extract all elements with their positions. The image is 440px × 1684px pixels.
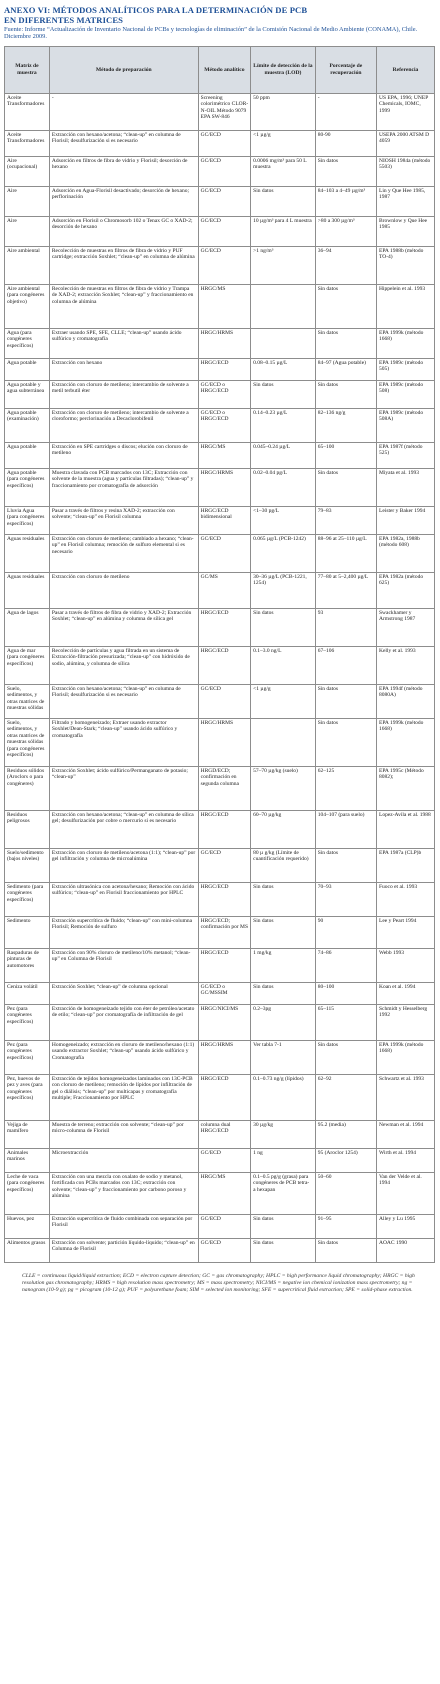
cell-lod: 1 mg/kg bbox=[251, 948, 316, 982]
cell-matrix: Aire (ocupacional) bbox=[5, 156, 50, 186]
header-recovery: Porcentaje de recuperación bbox=[315, 46, 376, 93]
cell-preparation: Filtrado y homogeneizado; Extraer usando extractor Soxhlet/Dean-Stark; “clean-up” usando ácido sulfúrico y cromatografía bbox=[49, 718, 198, 766]
cell-recovery: 80-90 bbox=[315, 130, 376, 156]
cell-preparation: - bbox=[49, 93, 198, 130]
table-row bbox=[5, 646, 435, 684]
table-body bbox=[5, 93, 435, 1262]
cell-lod: Sin datos bbox=[251, 1214, 316, 1238]
cell-reference: EPA 1995c (Método 8082); bbox=[376, 766, 434, 810]
cell-recovery: 50–60 bbox=[315, 1172, 376, 1214]
cell-lod: Sin datos bbox=[251, 916, 316, 948]
cell-recovery: Sin datos bbox=[315, 1040, 376, 1074]
cell-lod: <1 µg/g bbox=[251, 130, 316, 156]
cell-recovery: 95.2 (media) bbox=[315, 1120, 376, 1148]
cell-lod: Ver tabla 7-1 bbox=[251, 1040, 316, 1074]
cell-reference: EPA 1999k (método 1668) bbox=[376, 328, 434, 358]
cell-reference: Lopez-Avila et al. 1988 bbox=[376, 810, 434, 848]
table-row bbox=[5, 1214, 435, 1238]
table-row bbox=[5, 766, 435, 810]
cell-preparation: Microextracción bbox=[49, 1148, 198, 1172]
cell-method: HRGC/ECD; confirmación por MS bbox=[198, 916, 251, 948]
cell-recovery: 95 (Aroclor 1254) bbox=[315, 1148, 376, 1172]
cell-preparation: Extracción con 90% cloruro de metileno/10% metanol; “clean-up” en Columna de Florisil bbox=[49, 948, 198, 982]
cell-method: HRGC/HRMS bbox=[198, 328, 251, 358]
cell-lod bbox=[251, 328, 316, 358]
cell-preparation: Extraer usando SPE, SFE, CLLE; “clean-up” usando ácido sulfúrico y cromatografía bbox=[49, 328, 198, 358]
cell-reference: Webb 1993 bbox=[376, 948, 434, 982]
header-reference: Referencia bbox=[376, 46, 434, 93]
cell-reference: EPA 1989c (método 505) bbox=[376, 358, 434, 380]
table-row bbox=[5, 358, 435, 380]
cell-preparation: Extracción con cloruro de metileno; cambiado a hexano; “clean-up” en Florisil columna; remoción de sulfuro elemental si es necesario bbox=[49, 534, 198, 572]
table-row bbox=[5, 1004, 435, 1040]
cell-method: GC/ECD bbox=[198, 130, 251, 156]
cell-preparation: Extracción con solvente; partición líquido-líquido; “clean-up” en Columna de Florisil bbox=[49, 1238, 198, 1262]
table-row bbox=[5, 328, 435, 358]
cell-preparation: Extracción con cloruro de metileno; intercambio de solvente a metil terbutil éter bbox=[49, 380, 198, 408]
cell-method: GC/ECD bbox=[198, 848, 251, 882]
annex-title-line-1: ANEXO VI: MÉTODOS ANALÍTICOS PARA LA DETERMINACIÓN DE PCB bbox=[4, 5, 308, 15]
table-row bbox=[5, 916, 435, 948]
cell-method: GC/ECD bbox=[198, 186, 251, 216]
cell-lod: 0.2–3pg bbox=[251, 1004, 316, 1040]
cell-lod: 0.1–0.5 pg/g (grasa) para congéneres de PCB tetra- a hexapan bbox=[251, 1172, 316, 1214]
cell-reference: NIOSH 1984a (método 5503) bbox=[376, 156, 434, 186]
cell-recovery: 104–107 (para suelo) bbox=[315, 810, 376, 848]
table-row bbox=[5, 468, 435, 506]
table-row bbox=[5, 408, 435, 442]
cell-matrix: Agua potable y agua subterránea bbox=[5, 380, 50, 408]
cell-method: HRGC/ECD bbox=[198, 882, 251, 916]
cell-preparation: Recolección de partículas y agua filtrada en un sistema de Extracción-filtración presurizada; “clean-up” con hidróxido de sodio, alúmina, y columna de sílica bbox=[49, 646, 198, 684]
table-row bbox=[5, 1238, 435, 1262]
cell-recovery: 80–100 bbox=[315, 982, 376, 1004]
cell-lod: 30 µg/kg bbox=[251, 1120, 316, 1148]
table-row bbox=[5, 186, 435, 216]
cell-method: GC/ECD bbox=[198, 534, 251, 572]
cell-recovery: 62–92 bbox=[315, 1074, 376, 1120]
cell-recovery: 93 bbox=[315, 608, 376, 646]
cell-reference: EPA 1989c (método 508) bbox=[376, 380, 434, 408]
cell-matrix: Sedimento bbox=[5, 916, 50, 948]
cell-recovery: 84–103 a 4–49 µg/m³ bbox=[315, 186, 376, 216]
cell-reference: EPA 1994f (método 8080A) bbox=[376, 684, 434, 718]
cell-preparation: Muestra clavada con PCB marcados con 13C; Extracción con solvente de la muestra (agua y partículas filtradas); “clean-up” y fraccionamiento por cromatografía de adsorción bbox=[49, 468, 198, 506]
cell-reference: Schwartz et al. 1993 bbox=[376, 1074, 434, 1120]
cell-preparation: Adsorción en Florisil o Chromosorb 102 o Tenax GC o XAD-2; desorción de hexano bbox=[49, 216, 198, 246]
table-row bbox=[5, 1172, 435, 1214]
cell-preparation: Extracción con cloruro de metileno; intercambio de solvente a cloroformo; perclorinación a Decaclorobifenil bbox=[49, 408, 198, 442]
cell-lod: Sin datos bbox=[251, 882, 316, 916]
cell-recovery: 88–96 at 25–110 µg/L bbox=[315, 534, 376, 572]
cell-reference: Koan et al. 1994 bbox=[376, 982, 434, 1004]
cell-reference: Hippelein et al. 1993 bbox=[376, 284, 434, 328]
cell-lod: 0.065 µg/L (PCB-1242) bbox=[251, 534, 316, 572]
cell-reference: Kelly et al. 1993 bbox=[376, 646, 434, 684]
cell-method: HRGC/ECD bbox=[198, 948, 251, 982]
cell-preparation: Extracción supercrítica de fluido; “clean-up” con mini-columna Florisil; Remoción de sulfuro bbox=[49, 916, 198, 948]
cell-method: GC/ECD bbox=[198, 246, 251, 284]
cell-method: Screening colorimétrico CLOR-N-OIL Método 9079 EPA SW-846 bbox=[198, 93, 251, 130]
cell-method: HRGC/ECD bbox=[198, 608, 251, 646]
cell-method: GC/ECD bbox=[198, 156, 251, 186]
cell-method: HRGC/NICI/MS bbox=[198, 1004, 251, 1040]
cell-recovery: Sin datos bbox=[315, 380, 376, 408]
table-row bbox=[5, 1074, 435, 1120]
cell-method: GC/ECD bbox=[198, 216, 251, 246]
cell-preparation: Homogeneizado; extracción en cloruro de metileno/hexano (1:1) usando extractor Soxhlet; “clean-up” usando ácido sulfúrico y Cromatografía bbox=[49, 1040, 198, 1074]
cell-reference: Miyata et al. 1993 bbox=[376, 468, 434, 506]
cell-matrix: Agua de mar (para congéneres específicos) bbox=[5, 646, 50, 684]
cell-reference: EPA 1999k (método 1668) bbox=[376, 1040, 434, 1074]
cell-lod: 0.1–3.0 ng/L bbox=[251, 646, 316, 684]
cell-matrix: Aceite Transformadores bbox=[5, 93, 50, 130]
cell-preparation: Pasar a través de filtros de fibra de vidrio y XAD-2; Extracción Soxhlet; “clean-up” en alúmina y columna de sílica gel bbox=[49, 608, 198, 646]
cell-method: GC/ECD bbox=[198, 1148, 251, 1172]
cell-recovery: 67–106 bbox=[315, 646, 376, 684]
cell-lod: Sin datos bbox=[251, 186, 316, 216]
cell-reference: EPA 1982a (método 625) bbox=[376, 572, 434, 608]
table-row bbox=[5, 982, 435, 1004]
cell-method: GC/ECD bbox=[198, 684, 251, 718]
table-row bbox=[5, 718, 435, 766]
cell-preparation: Extracción con cloruro de metileno bbox=[49, 572, 198, 608]
cell-matrix: Ceniza volátil bbox=[5, 982, 50, 1004]
cell-lod: 0.08–0.15 µg/L bbox=[251, 358, 316, 380]
cell-lod: Sin datos bbox=[251, 380, 316, 408]
cell-method: GC/ECD o HRGC/ECD bbox=[198, 380, 251, 408]
cell-matrix: Suelo, sedimentos, y otras matrices de muestras sólidas (para congéneres específicos) bbox=[5, 718, 50, 766]
cell-recovery: Sin datos bbox=[315, 1238, 376, 1262]
cell-method: GC/ECD bbox=[198, 1238, 251, 1262]
cell-reference: Van der Velde et al. 1994 bbox=[376, 1172, 434, 1214]
cell-lod: 0.02–0.04 pg/L bbox=[251, 468, 316, 506]
cell-matrix: Aire ambiental (para congéneres objetivo) bbox=[5, 284, 50, 328]
table-row bbox=[5, 156, 435, 186]
cell-preparation: Extracción ultrasónica con acetona/hexano; Remoción con ácido sulfúrico; “clean-up” en Florisil fraccionamiento por HPLC bbox=[49, 882, 198, 916]
cell-reference: EPA 1989c (método 508A) bbox=[376, 408, 434, 442]
cell-lod: 0.1–0.73 ng/g (lípidos) bbox=[251, 1074, 316, 1120]
cell-reference: US EPA, 1996; UNEP Chemicals, IOMC, 1999 bbox=[376, 93, 434, 130]
cell-preparation: Extracción con una mezcla con oxalato de sodio y metanol, fortificada con PCBs marcados con 13C; extracción con solvente; “clean-up” y fraccionamiento por carbono poroso y alúmina bbox=[49, 1172, 198, 1214]
cell-lod: 10 µg/m³ para 4 L muestra bbox=[251, 216, 316, 246]
cell-preparation: Extracción con hexano bbox=[49, 358, 198, 380]
cell-method: HRGD/ECD; confirmación en segunda columna bbox=[198, 766, 251, 810]
table-row bbox=[5, 1148, 435, 1172]
table-row bbox=[5, 93, 435, 130]
cell-method: HRGC/MS bbox=[198, 1172, 251, 1214]
cell-recovery: >80 a 300 µg/m³ bbox=[315, 216, 376, 246]
cell-reference: Newman et al. 1994 bbox=[376, 1120, 434, 1148]
cell-recovery: 90 bbox=[315, 916, 376, 948]
cell-matrix: Residuos sólidos (Aroclors o para congéneres) bbox=[5, 766, 50, 810]
cell-preparation: Extracción en SPE cartridges o discos; elución con cloruro de metileno bbox=[49, 442, 198, 468]
cell-matrix: Aire ambiental bbox=[5, 246, 50, 284]
cell-matrix: Agua potable (para congéneres específicos) bbox=[5, 468, 50, 506]
table-row bbox=[5, 534, 435, 572]
table-row bbox=[5, 948, 435, 982]
cell-recovery: Sin datos bbox=[315, 328, 376, 358]
cell-matrix: Agua potable bbox=[5, 442, 50, 468]
cell-lod: 0.14–0.23 µg/L bbox=[251, 408, 316, 442]
abbreviations-footnote: CLLE = continuous liquid/liquid extraction; ECD = electron capture detection; GC = gas chromatography; HPLC = high performance liquid chromatography; HRGC = high resolution gas chromatography; HRMS = high resolution mass spectrometry; MS = mass spectrometry; NICI/MS = negative ion chemical ionization mass spectrometry; ng = nanogram (10-9 g); pg = picogram (10-12 g); PUF = polyurethane foam; SIM = selected ion monitoring; SFE = supercritical fluid extraction; SPE = solid-phase extraction. bbox=[22, 1272, 415, 1293]
cell-method: GC/ECD o GC/MSSIM bbox=[198, 982, 251, 1004]
cell-lod: 0.045–0.24 µg/L bbox=[251, 442, 316, 468]
cell-preparation: Adsorción en filtros de fibra de vidrio y Florisil; desorción de hexano bbox=[49, 156, 198, 186]
annex-title bbox=[4, 5, 436, 25]
cell-matrix: Raspaduras de pinturas de automotores bbox=[5, 948, 50, 982]
cell-preparation: Extracción Soxhlet; “clean-up” de columna opcional bbox=[49, 982, 198, 1004]
cell-lod: <1–30 pg/L bbox=[251, 506, 316, 534]
cell-method: GC/ECD bbox=[198, 1214, 251, 1238]
cell-method: HRGC/MS bbox=[198, 442, 251, 468]
cell-method: HRGC/ECD bidimensional bbox=[198, 506, 251, 534]
cell-recovery: Sin datos bbox=[315, 684, 376, 718]
cell-method: HRGC/ECD bbox=[198, 358, 251, 380]
cell-lod: Sin datos bbox=[251, 608, 316, 646]
cell-method: HRGC/HRMS bbox=[198, 1040, 251, 1074]
pcb-methods-table bbox=[4, 46, 435, 1263]
table-row bbox=[5, 130, 435, 156]
cell-lod: 80 µ g/kg (Límite de cuantificación requerido) bbox=[251, 848, 316, 882]
cell-matrix: Pez (para congéneres específicos) bbox=[5, 1004, 50, 1040]
table-row bbox=[5, 246, 435, 284]
cell-matrix: Suelo, sedimentos, y otras matrices de muestras sólidas bbox=[5, 684, 50, 718]
cell-reference: Alley y Lu 1995 bbox=[376, 1214, 434, 1238]
cell-matrix: Aguas residuales bbox=[5, 534, 50, 572]
cell-matrix: Agua (para congéneres específicos) bbox=[5, 328, 50, 358]
cell-lod bbox=[251, 284, 316, 328]
table-row bbox=[5, 810, 435, 848]
table-header-row bbox=[5, 46, 435, 93]
cell-lod: 57–70 µg/kg (suelo) bbox=[251, 766, 316, 810]
cell-matrix: Residuos peligrosos bbox=[5, 810, 50, 848]
cell-reference: EPA 1982a, 1988b (método 608) bbox=[376, 534, 434, 572]
cell-lod: 0.0006 mg/m³ para 50 L muestra bbox=[251, 156, 316, 186]
cell-recovery: 79–83 bbox=[315, 506, 376, 534]
cell-matrix: Animales marinos bbox=[5, 1148, 50, 1172]
cell-matrix: Aceite Transformadores bbox=[5, 130, 50, 156]
header-preparation: Método de preparación bbox=[49, 46, 198, 93]
cell-matrix: Suelo/sedimento (bajos niveles) bbox=[5, 848, 50, 882]
cell-preparation: Extracción con hexano/acetona; “clean-up” en columna de sílica gel; desulfurización por cobre o mercurio si es necesario bbox=[49, 810, 198, 848]
cell-reference: EPA 1987a (CLP)b bbox=[376, 848, 434, 882]
table-row bbox=[5, 882, 435, 916]
cell-method: HRGC/MS bbox=[198, 284, 251, 328]
cell-recovery: 77–80 at 5–2,400 µg/L bbox=[315, 572, 376, 608]
cell-matrix: Leche de vaca (para congéneres específicos) bbox=[5, 1172, 50, 1214]
cell-matrix: Alimentos grasos bbox=[5, 1238, 50, 1262]
cell-lod: 1 ng bbox=[251, 1148, 316, 1172]
cell-preparation: Extracción con cloruro de metileno/acetona (1:1); “clean-up” por gel infiltración y columna de microalúmina bbox=[49, 848, 198, 882]
cell-lod: 50 ppm bbox=[251, 93, 316, 130]
cell-preparation: Recolección de muestras en filtros de fibra de vidrio y Trampa de XAD-2; extracción Soxhlet; “clean-up” y fraccionamiento en columna de alúmina bbox=[49, 284, 198, 328]
cell-method: HRGC/ECD bbox=[198, 1074, 251, 1120]
cell-preparation: Recolección de muestras en filtros de fibra de vidrio y PUF cartridge; extracción Soxhlet; “clean-up” en columna de alúmina bbox=[49, 246, 198, 284]
cell-recovery: Sin datos bbox=[315, 718, 376, 766]
cell-preparation: Extracción supercrítica de fluido combinada con separación por Florisil bbox=[49, 1214, 198, 1238]
cell-matrix: Agua potable bbox=[5, 358, 50, 380]
cell-preparation: Adsorción en Agua-Florisil desactivado; desorción de hexano; perflorinación bbox=[49, 186, 198, 216]
source-note: Fuente: Informe “Actualización de Inventario Nacional de PCBs y tecnologías de eliminación” de la Comisión Nacional de Medio Ambiente (CONAMA), Chile. Diciembre 2009. bbox=[4, 26, 418, 41]
table-row bbox=[5, 380, 435, 408]
cell-reference: Brownlow y Que Hee 1985 bbox=[376, 216, 434, 246]
cell-recovery: 36–94 bbox=[315, 246, 376, 284]
cell-preparation: Extracción de homogeneizado tejido con éter de petróleo/acetato de etilo; “clean-up” por cromatografía de infiltración de gel bbox=[49, 1004, 198, 1040]
cell-matrix: Vejiga de mamífero bbox=[5, 1120, 50, 1148]
cell-matrix: Sedimento (para congéneres específicos) bbox=[5, 882, 50, 916]
cell-lod: <1 µg/g bbox=[251, 684, 316, 718]
cell-preparation: Extracción de tejidos homogeneizados laminados con 13C-PCB con cloruro de metileno; remoción de lípidos por infiltración de gel o diálisis; “clean-up” por multicapas y cromatografía multiple; Fraccionamiento por HPLC bbox=[49, 1074, 198, 1120]
cell-preparation: Extracción Soxhlet; ácido sulfúrico/Permanganato de potasio; “clean-up” bbox=[49, 766, 198, 810]
cell-reference: Swackhamer y Armstrong 1987 bbox=[376, 608, 434, 646]
table-row bbox=[5, 684, 435, 718]
cell-method: columna dual HRGC/ECD bbox=[198, 1120, 251, 1148]
cell-recovery: 70–93 bbox=[315, 882, 376, 916]
cell-recovery: - bbox=[315, 93, 376, 130]
table-row bbox=[5, 442, 435, 468]
cell-matrix: Huevos, pez bbox=[5, 1214, 50, 1238]
table-row bbox=[5, 1120, 435, 1148]
header-matrix: Matriz de muestra bbox=[5, 46, 50, 93]
cell-recovery: Sin datos bbox=[315, 848, 376, 882]
cell-recovery: 62–125 bbox=[315, 766, 376, 810]
cell-matrix: Aire bbox=[5, 186, 50, 216]
table-row bbox=[5, 608, 435, 646]
cell-recovery: 91–95 bbox=[315, 1214, 376, 1238]
table-row bbox=[5, 848, 435, 882]
cell-reference: USEPA 2000 ATSM D 4059 bbox=[376, 130, 434, 156]
cell-matrix: Pez, huevos de pez y aves (para congéneres específicos) bbox=[5, 1074, 50, 1120]
cell-matrix: Aguas residuales bbox=[5, 572, 50, 608]
cell-method: GC/ECD o HRGC/ECD bbox=[198, 408, 251, 442]
cell-recovery: 74–86 bbox=[315, 948, 376, 982]
cell-method: HRGC/ECD bbox=[198, 646, 251, 684]
cell-lod: >1 ng/m³ bbox=[251, 246, 316, 284]
cell-lod bbox=[251, 718, 316, 766]
cell-method: HRGC/ECD bbox=[198, 810, 251, 848]
cell-preparation: Extracción con hexano/acetona; “clean-up” en columna de Florisil; desulfurización si es necesario bbox=[49, 684, 198, 718]
cell-preparation: Pasar a través de filtros y resina XAD-2; extracción con solvente; “clean-up” en Florisil columna bbox=[49, 506, 198, 534]
cell-matrix: Lluvia Agua (para congéneres específicos) bbox=[5, 506, 50, 534]
cell-matrix: Aire bbox=[5, 216, 50, 246]
cell-method: HRGC/HRMS bbox=[198, 718, 251, 766]
cell-reference: AOAC 1990 bbox=[376, 1238, 434, 1262]
cell-matrix: Agua de lagos bbox=[5, 608, 50, 646]
cell-matrix: Agua potable (examinación) bbox=[5, 408, 50, 442]
cell-recovery: 65–115 bbox=[315, 1004, 376, 1040]
cell-lod: Sin datos bbox=[251, 1238, 316, 1262]
cell-reference: Schmidt y Hesselberg 1992 bbox=[376, 1004, 434, 1040]
cell-preparation: Muestra de terreno; extracción con solvente; “clean-up” por micro-columna de Florisil bbox=[49, 1120, 198, 1148]
table-row bbox=[5, 284, 435, 328]
header-detection-limit: Límite de detección de la muestra (LOD) bbox=[251, 46, 316, 93]
cell-method: HRGC/HRMS bbox=[198, 468, 251, 506]
table-row bbox=[5, 506, 435, 534]
cell-reference: Lee y Peart 1994 bbox=[376, 916, 434, 948]
cell-recovery: Sin datos bbox=[315, 156, 376, 186]
cell-lod: 60–70 µg/kg bbox=[251, 810, 316, 848]
cell-lod: Sin datos bbox=[251, 982, 316, 1004]
page bbox=[4, 5, 436, 1294]
cell-reference: Leister y Baker 1994 bbox=[376, 506, 434, 534]
cell-recovery: 84–97 (Agua potable) bbox=[315, 358, 376, 380]
cell-recovery: Sin datos bbox=[315, 468, 376, 506]
cell-reference: EPA 1999k (método 1668) bbox=[376, 718, 434, 766]
cell-recovery: 82–136 ng/g bbox=[315, 408, 376, 442]
cell-lod: 30–36 µg/L (PCB-1221, 1254) bbox=[251, 572, 316, 608]
cell-matrix: Pez (para congéneres específicos) bbox=[5, 1040, 50, 1074]
table-row bbox=[5, 572, 435, 608]
cell-method: GC/MS bbox=[198, 572, 251, 608]
table-row bbox=[5, 216, 435, 246]
annex-title-line-2: EN DIFERENTES MATRICES bbox=[4, 15, 124, 25]
cell-recovery: Sin datos bbox=[315, 284, 376, 328]
cell-reference: EPA 1988b (método TO-4) bbox=[376, 246, 434, 284]
cell-preparation: Extracción con hexano/acetona; “clean-up” en columna de Florisil; desulfurización si es necesario bbox=[49, 130, 198, 156]
cell-reference: Fuoco et al. 1993 bbox=[376, 882, 434, 916]
cell-reference: Wirth et al. 1994 bbox=[376, 1148, 434, 1172]
table-row bbox=[5, 1040, 435, 1074]
cell-reference: EPA 1987f (método 525) bbox=[376, 442, 434, 468]
cell-reference: Lin y Que Hee 1985, 1987 bbox=[376, 186, 434, 216]
cell-recovery: 65–100 bbox=[315, 442, 376, 468]
header-analytic-method: Método analítico bbox=[198, 46, 251, 93]
